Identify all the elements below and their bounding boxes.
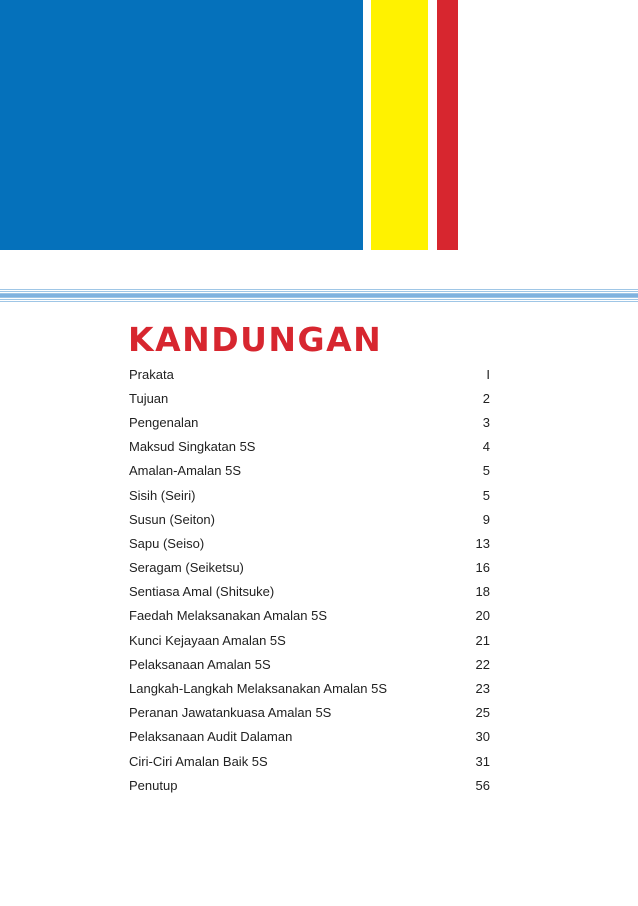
toc-entry[interactable] (129, 749, 490, 773)
toc-entry-page-number: 22 (475, 656, 490, 672)
toc-entry[interactable] (129, 556, 490, 580)
toc-entry[interactable] (129, 410, 490, 434)
toc-entry-page-number: 5 (482, 487, 490, 503)
horizontal-rule-band (0, 289, 638, 303)
toc-entry-label: Faedah Melaksanakan Amalan 5S (129, 608, 328, 624)
toc-entry-page-number: 25 (475, 705, 490, 721)
toc-entry-label: Ciri-Ciri Amalan Baik 5S (129, 753, 268, 769)
toc-entry[interactable] (129, 652, 490, 676)
toc-entry[interactable] (129, 386, 490, 410)
toc-entry[interactable] (129, 362, 490, 386)
toc-entry-label: Maksud Singkatan 5S (129, 439, 256, 455)
toc-entry-page-number: 4 (482, 439, 490, 455)
toc-entry-label: Peranan Jawatankuasa Amalan 5S (129, 705, 332, 721)
toc-entry[interactable] (129, 773, 490, 797)
toc-entry[interactable] (129, 676, 490, 700)
yellow-stripe (371, 0, 428, 250)
table-of-contents (129, 362, 490, 797)
toc-entry-page-number: 23 (475, 681, 490, 697)
toc-entry-page-number: 21 (475, 632, 490, 648)
toc-entry-page-number: 30 (475, 729, 490, 745)
toc-entry[interactable] (129, 435, 490, 459)
toc-entry-label: Susun (Seiton) (129, 511, 215, 527)
toc-entry-page-number: 31 (475, 753, 490, 769)
toc-entry-page-number: 20 (475, 608, 490, 624)
toc-entry-label: Langkah-Langkah Melaksanakan Amalan 5S (129, 681, 388, 697)
toc-entry-label: Penutup (129, 777, 178, 793)
toc-entry-label: Kunci Kejayaan Amalan 5S (129, 632, 286, 648)
toc-entry[interactable] (129, 459, 490, 483)
blue-header-block (0, 0, 363, 250)
toc-entry-page-number: 18 (475, 584, 490, 600)
toc-entry-label: Amalan-Amalan 5S (129, 463, 241, 479)
toc-entry[interactable] (129, 531, 490, 555)
toc-entry-page-number: 9 (482, 511, 490, 527)
toc-entry[interactable] (129, 507, 490, 531)
toc-entry-label: Seragam (Seiketsu) (129, 560, 244, 576)
toc-entry-page-number: 16 (475, 560, 490, 576)
toc-entry-page-number: 2 (482, 390, 490, 406)
toc-entry-page-number: 56 (475, 777, 490, 793)
toc-entry-label: Sisih (Seiri) (129, 487, 196, 503)
toc-entry-label: Pelaksanaan Amalan 5S (129, 656, 271, 672)
red-stripe (437, 0, 458, 250)
toc-entry-page-number: I (486, 366, 490, 382)
toc-entry-label: Sapu (Seiso) (129, 535, 205, 551)
toc-entry-label: Tujuan (129, 390, 169, 406)
toc-entry[interactable] (129, 580, 490, 604)
toc-entry[interactable] (129, 701, 490, 725)
toc-entry[interactable] (129, 483, 490, 507)
toc-entry-label: Sentiasa Amal (Shitsuke) (129, 584, 275, 600)
toc-entry-page-number: 13 (475, 535, 490, 551)
toc-entry-label: Prakata (129, 366, 174, 382)
page-title: KANDUNGAN (128, 320, 383, 359)
toc-entry-page-number: 5 (482, 463, 490, 479)
toc-entry[interactable] (129, 628, 490, 652)
toc-entry[interactable] (129, 604, 490, 628)
toc-entry-page-number: 3 (482, 414, 490, 430)
toc-entry-label: Pelaksanaan Audit Dalaman (129, 729, 293, 745)
toc-entry[interactable] (129, 725, 490, 749)
toc-entry-label: Pengenalan (129, 414, 199, 430)
